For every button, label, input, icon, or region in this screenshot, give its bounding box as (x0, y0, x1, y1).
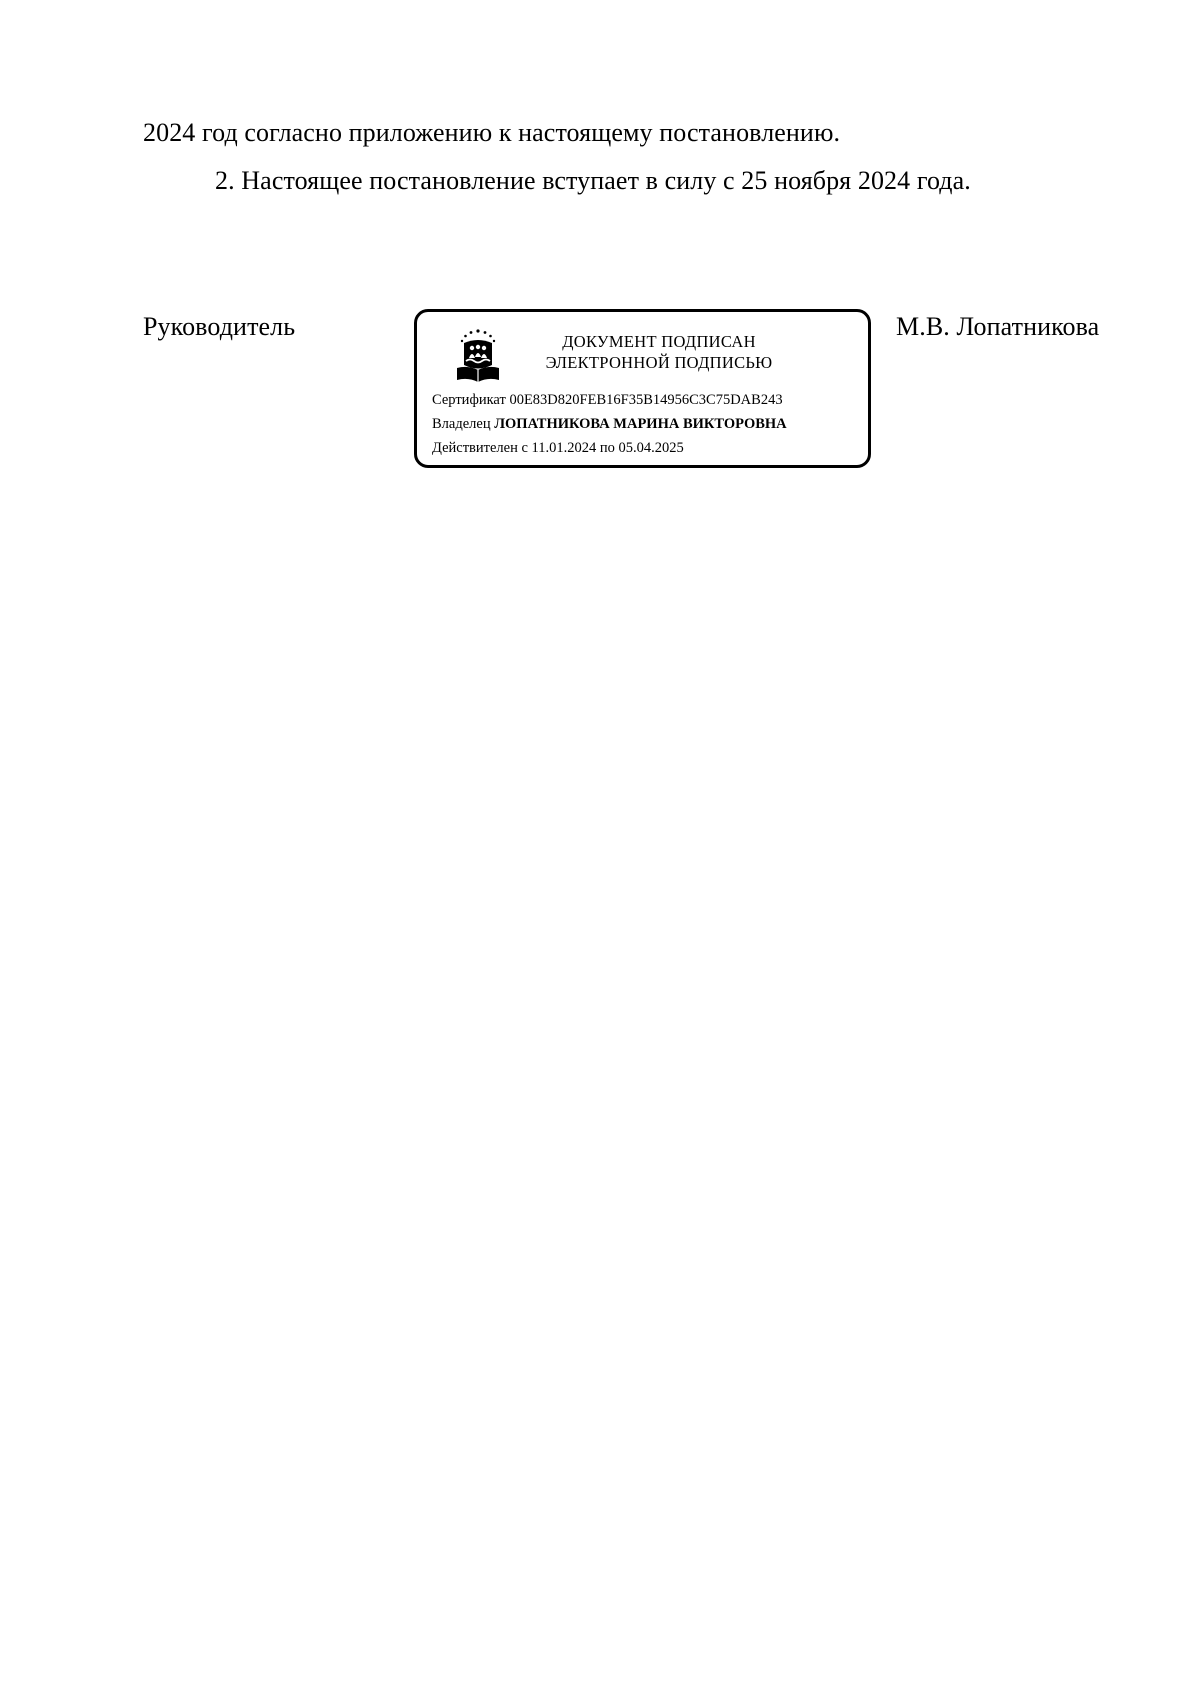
valid-to-date: 05.04.2025 (618, 440, 684, 456)
owner-value: ЛОПАТНИКОВА МАРИНА ВИКТОРОВНА (494, 416, 787, 432)
stamp-heading-line-2: ЭЛЕКТРОННОЙ ПОДПИСЬЮ (545, 353, 773, 372)
valid-from-date: 11.01.2024 (531, 440, 597, 456)
stamp-heading-line-1: ДОКУМЕНТ ПОДПИСАН (562, 332, 756, 351)
signer-position: Руководитель (143, 312, 296, 341)
electronic-signature-stamp (414, 309, 871, 468)
clause-2-text: 2. Настоящее постановление вступает в силу с 25 ноября 2024 года. (215, 166, 971, 195)
validity-row (432, 439, 684, 457)
certificate-row (432, 391, 783, 409)
owner-row (432, 415, 787, 433)
coat-of-arms-icon (453, 328, 503, 384)
valid-from-label: с (521, 440, 528, 456)
owner-label: Владелец (432, 416, 491, 432)
certificate-label: Сертификат (432, 392, 506, 408)
signer-name: М.В. Лопатникова (896, 312, 1100, 341)
body-text-line: 2024 год согласно приложению к настоящему постановлению. (143, 118, 841, 147)
valid-to-label: по (599, 440, 615, 456)
certificate-value: 00E83D820FEB16F35B14956C3C75DAB243 (509, 392, 783, 408)
valid-label: Действителен (432, 440, 518, 456)
stamp-heading (527, 331, 791, 373)
